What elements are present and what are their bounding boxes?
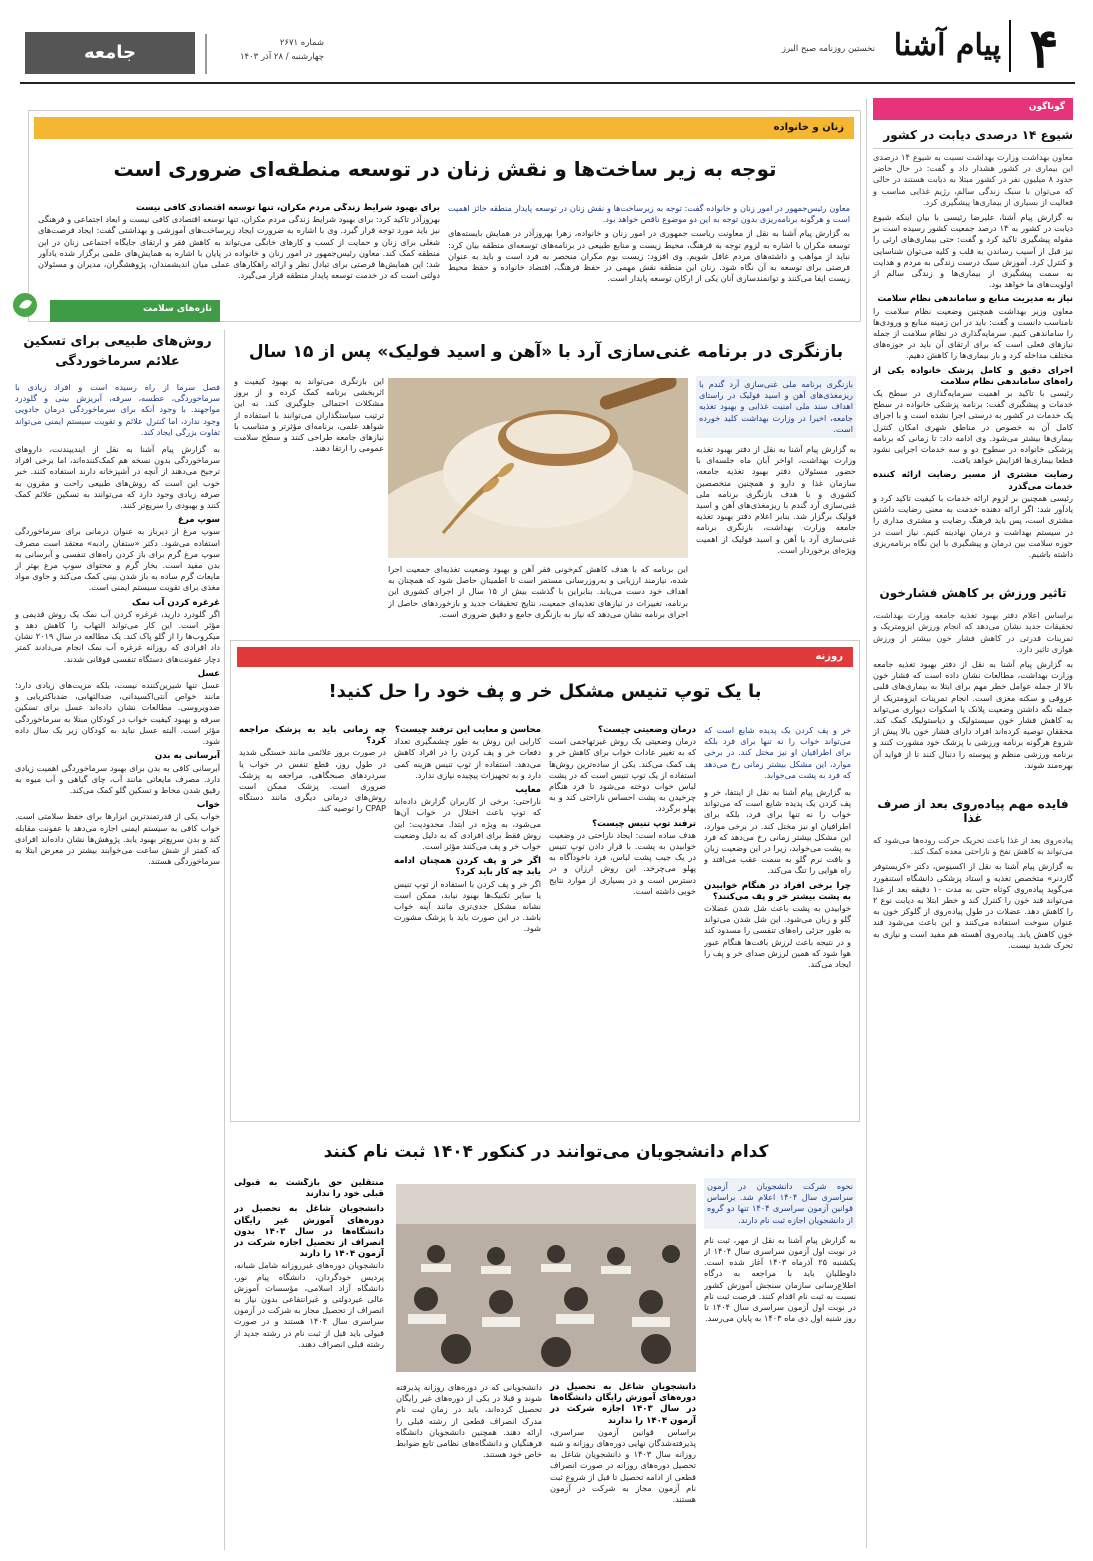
health-tag: تازه‌های سلامت [50,300,220,322]
health-leaf-icon [10,290,40,320]
health-item-text: سوپ مرغ از دیرباز به عنوان درمانی برای سرماخوردگی استفاده می‌شود. دکتر «ستفان رادبه» معتقد است مصرف سوپ مرغ گرم برای باز کردن راه‌های تنفسی و آبرسانی به بدن مفید است. بخار گرم و محتوای سوپ مرغ بهتر از مایعات گرم ساده به باز شدن بینی کمک می‌کند و حاوی مواد مغذی برای تقویت سیستم ایمنی است. [15,526,220,593]
women-family-headline: توجه به زیر ساخت‌ها و نقش زنان در توسعه منطقه‌ای ضروری است [113,157,777,181]
flour-body: به گزارش پیام آشنا به نقل از دفتر بهبود تغذیه وزارت بهداشت، اواخر آبان ماه جلسه‌ای با حضور مسئولان دفتر بهبود تغذیه جامعه، سازمان غذا و دارو و همچنین متخصصین کشوری و با هدف بازنگری برنامه ملی غنی‌سازی آرد گندم با ریزمغذی‌های آهن و اسید فولیک برگزار شد. بنابر اعلام دفتر بهبود تغذیه جامعه وزارت بهداشت، بازنگری برنامه غنی‌سازی آرد با آهن و اسید فولیک از اهمیت ویژه‌ای برخوردار است. [696,444,856,555]
story1-lead: معاون بهداشت وزارت بهداشت نسبت به شیوع ۱۴ درصدی این بیماری در کشور هشدار داد و گفت: در حال حاضر حدود ۸ میلیون نفر در کشور مبتلا به دیابت هستند در حالی که می‌توان با سبک زندگی سالم، رژیم غذایی مناسب و فعالیت از بسیاری از بیماری‌ها پیشگیری کرد. [873,148,1073,208]
tennis-sub1: چرا برخی افراد در هنگام خوابیدن به پشت بیشتر خر و پف می‌کنند؟ [704,880,851,902]
health-item-title: غرغره کردن آب نمک [132,597,220,608]
health-item-title: سوپ مرغ [177,515,220,526]
health-item-title: خواب [196,800,220,811]
konkur-sub2: دانشجویان شاغل به تحصیل در دوره‌های آموزش غیر رایگان دانشگاه‌ها در سال ۱۴۰۳ بدون انصراف از تحصیل اجازه شرکت در آزمون ۱۴۰۴ را دارند [234,1204,384,1260]
tagline: نخستین روزنامه صبح البرز [781,44,875,54]
story2-lead: براساس اعلام دفتر بهبود تغذیه جامعه وزارت بهداشت، تحقیقات جدید نشان می‌دهد که انجام ورزش ایزومتریک و تمرینات قدرتی در کاهش فشار خون بیشتر از ورزش هوازی تاثیر دارد. [873,610,1073,654]
tennis-tag-bar [237,647,853,667]
tennis-sub6-body: اگر خر و پف کردن با استفاده از توپ تنیس یا سایر تکنیک‌ها بهبود نیابد، ممکن است نشانه مشکل جدی‌تری مانند آپنه خواب باشد. در این صورت باید با پزشک مشورت شود. [394,878,541,934]
tennis-tag: روزنه [815,651,843,662]
logo-text: پیام آشنا [893,28,1001,63]
issue-number: شماره ۲۶۷۱ [279,38,324,48]
tennis-sub2: درمان وضعیتی چیست؟ [598,725,696,735]
section-title-box [25,32,195,74]
tennis-headline: با یک توپ تنیس مشکل خر و پف خود را حل کنید! [328,681,762,702]
tennis-sub4: محاسن و معایب این ترفند چیست؟ [394,725,541,735]
flour-article [230,336,860,626]
health-item-text: عسل تنها شیرین‌کننده نیست، بلکه مزیت‌های زیادی دارد؛ مانند خواص آنتی‌اکسیدانی، ضدالتهابی، ضدباکتریایی و ضدویروسی. مطالعات نشان داده‌اند عسل برای تسکین سرفه و بهبود کیفیت خواب در کودکان مبتلا به سرماخوردگی مؤثر است. البته عسل نباید به کودکان زیر یک سال داده شود. [15,680,220,747]
konkur-sub1: دانشجویان شاغل به تحصیل در دوره‌های آموزش رایگان دانشگاه‌ها در سال ۱۴۰۳ اجازه شرکت در آزمون ۱۴۰۴ را ندارند [550,1382,696,1426]
flour-body2: این برنامه که با هدف کاهش کم‌خونی فقر آهن و بهبود وضعیت تغذیه‌ای جمعیت اجرا شده، نیازمند ارزیابی و به‌روزرسانی مستمر است تا اطمینان حاصل شود که همچنان به اهداف خود دست می‌یابد. بنابراین با گذشت بیش از ۱۵ سال از اجرای کشوری این برنامه، تغییرات در نیازهای تغذیه‌ای جمعیت، نتایج تحقیقات جدید و بازخوردهای حاصل از اجرای برنامه نشان می‌دهد که نیاز به بازنگری جامع و دقیق ضروری است. [388,564,688,619]
page-number: ۴ [1029,16,1059,80]
health-divider [224,330,225,1550]
tennis-sub3-body: هدف ساده است: ایجاد ناراحتی در وضعیت خوابیدن به پشت. با قرار دادن توپ تنیس در یک جیب پشت لباس، فرد ناخودآگاه به پهلو می‌چرخد. این روش ارزان و در دسترس است و در بسیاری از موارد نتایج خوبی داشته است. [549,829,696,896]
tennis-sub1-body: خوابیدن به پشت باعث شل شدن عضلات گلو و زبان می‌شود. این شل شدن می‌تواند به طور جزئی راه‌های تنفسی را مسدود کند و در نتیجه باعث لرزش بافت‌ها هنگام عبور هوا شود که همین لرزش صدای خر و پف را ایجاد می‌کند. [704,903,851,970]
tennis-sub2-body: درمان وضعیتی یک روش غیرتهاجمی است که به تغییر عادات خواب برای کاهش خر و پف کمک می‌کند. یکی از ساده‌ترین روش‌ها استفاده از یک توپ تنیس است که در پشت لباس خواب دوخته می‌شود تا فرد هنگام چرخیدن به پشت احساس ناراحتی کند و به پهلو برگردد. [549,736,696,814]
sidebar-column [873,98,1073,1548]
tennis-sub5: معایب [515,785,541,796]
konkur-article [230,1138,860,1548]
konkur-body: به گزارش پیام آشنا به نقل از مهر، ثبت نام در نوبت اول آزمون سراسری سال ۱۴۰۴ از یکشنبه ۲۵ آذرماه ۱۴۰۳ آغاز شده است. داوطلبان باید با مراجعه به درگاه اطلاع‌رسانی سازمان سنجش آموزش کشور نسبت به ثبت نام اقدام کنند. فرصت ثبت نام در نوبت اول آزمون سراسری سال ۱۴۰۴ تا روز شنبه اول دی ماه ۱۴۰۳ به پایان می‌رسد. [704,1234,856,1324]
story1-body: به گزارش پیام آشنا، علیرضا رئیسی با بیان اینکه شیوع دیابت در کشور به ۱۴ درصد جمعیت کشور رسیده است بر مقوله پیشگیری تاکید کرد و گفت: حتی بیماری‌های ارثی را نیز قبل از آسیب رساندن به قلب و کلیه می‌توان شناسایی و کنترل کرد. آموزش سبک درست زندگی به مردم و هدایت به سمت پیشگیری از بیماری‌ها و زندگی سالم از اولویت‌های ما خواهد بود. [873,212,1073,290]
tennis-sub7-body: در صورت بروز علائمی مانند خستگی شدید در طول روز، قطع تنفس در خواب یا سردردهای صبحگاهی، مراجعه به پزشک ضروری است. پزشک ممکن است روش‌های درمانی دیگری مانند دستگاه CPAP را توصیه کند. [239,747,386,814]
flour-lead: بازنگری برنامه ملی غنی‌سازی آرد گندم با ریزمغذی‌های آهن و اسید فولیک در راستای اهداف سند ملی امنیت غذایی و بهبود تغذیه جامعه، اخیرا در وزارت بهداشت کلید خورده است. [696,376,856,438]
women-family-sub: برای بهبود شرایط زندگی مردم مکران، تنها توسعه اقتصادی کافی نیست [135,203,440,213]
konkur-sub1-body: براساس قوانین آزمون سراسری، پذیرفته‌شدگان نهایی دوره‌های روزانه و شبه روزانه سال ۱۴۰۳ و دانشجویان شاغل به تحصیل دوره‌های روزانه در صورت انصراف قطعی از ادامه تحصیل تا قبل از شروع ثبت نام آزمون مجاز به شرکت در آزمون هستند. [550,1426,696,1505]
story3-lead: پیاده‌روی بعد از غذا باعث تحریک حرکت روده‌ها می‌شود که می‌تواند به کاهش نفخ و ناراحتی معده کمک کند. [873,834,1073,857]
story3-headline: فایده مهم پیاده‌روی بعد از صرف غذا [877,796,1069,825]
story1-sub2: اجرای دقیق و کامل پزشک خانواده یکی از راه‌های ساماندهی نظام سلامت [873,365,1073,387]
women-family-body: به گزارش پیام آشنا به نقل از معاونت ریاست جمهوری در امور زنان و خانواده، زهرا بهروزآذر در همایش بایسته‌های توسعه مکران با اشاره به لزوم توجه به فرهنگ، محیط زیست و منابع طبیعی در برنامه‌های توسعه‌ای منطقه بیان کرد: نباید از مواهب و داشته‌های مردم غافل شویم. وی افزود: زیست بوم مکران منحصر به فرد است و باید به عنوان فرصتی برای توسعه به آن نگاه شود. زنان این منطقه نقش مهمی در حفظ فرهنگ، اقتصاد خانواده و حفظ محیط زیست ایفا می‌کنند و توانمندسازی آنان یکی از ارکان توسعه پایدار است. [448,228,850,284]
flour-headline: بازنگری در برنامه غنی‌سازی آرد با «آهن و اسید فولیک» پس از ۱۵ سال [248,342,844,362]
women-family-body2: بهروزآذر تاکید کرد: برای بهبود شرایط زندگی مردم مکران، تنها توسعه اقتصادی کافی نیست و ابعاد اجتماعی و فرهنگی نیز باید مورد توجه قرار گیرد. وی با اشاره به ضرورت ایجاد زیرساخت‌های آموزشی و بهداشتی گفت: ایجاد فرصت‌های شغلی برای زنان و حمایت از کسب و کارهای خانگی می‌تواند به کاهش فقر و ارتقای جایگاه اجتماعی زنان در این منطقه کمک کند. معاون رئیس‌جمهور در امور زنان و خانواده در پایان با اشاره به همایش‌های علمی برگزار شده یادآور شد: این همایش‌ها فرصتی برای تبادل نظر و ارائه راهکارهای عملی میان اندیشمندان، پژوهشگران، مدیران و مسئولان دولتی است که در خدمت توسعه پایدار منطقه قرار می‌گیرد. [38,214,440,281]
tennis-article [230,640,860,1122]
tennis-sub5-body: ناراحتی: برخی از کاربران گزارش داده‌اند که توپ باعث اختلال در خواب آن‌ها می‌شود، به ویژه در ابتدا. محدودیت: این روش فقط برای افرادی که به دلیل وضعیت خواب خر و پف می‌کنند مؤثر است. [394,796,541,852]
tennis-sub7: چه زمانی باید به پزشک مراجعه کرد؟ [239,725,386,747]
story3-body: به گزارش پیام آشنا به نقل از اکسیوس، دکتر «کریستوفر گاردنر» متخصص تغذیه و استاد پزشکی دانشگاه استنفورد می‌گوید پیاده‌روی کوتاه حتی به مدت ۱۰ دقیقه بعد از غذا می‌تواند قند خون را کنترل کند و خطر ابتلا به دیابت نوع ۲ را کاهش دهد. عضلات در طول پیاده‌روی از گلوکز خون به عنوان سوخت استفاده می‌کنند و این باعث می‌شود قند خون کاهش یابد. پیاده‌روی آهسته هم مفید است و نیازی به تحرک شدید نیست. [873,861,1073,950]
health-lead: فصل سرما از راه رسیده است و افراد زیادی با سرماخوردگی، عطسه، سرفه، آبریزش بینی و گلودرد مواجهند. با وجود آنکه برای سرماخوردگی درمان جادویی وجود ندارد، اما کنترل علائم و تقویت سیستم ایمنی می‌تواند تفاوت بزرگی ایجاد کند. [15,382,220,437]
women-family-tag: زنان و خانواده [773,122,844,133]
flour-body3: این بازنگری می‌تواند به بهبود کیفیت و اثربخشی برنامه کمک کرده و از بروز مشکلات احتمالی جلوگیری کند. به این ترتیب سیاستگذاران می‌توانند با استفاده از شواهد علمی، برنامه‌ای مؤثرتر و متناسب با نیازهای جامعه طراحی کنند و سطح سلامت عمومی را ارتقا دهند. [234,376,384,454]
konkur-headline: کدام دانشجویان می‌توانند در کنکور ۱۴۰۴ ثبت نام کنند [323,1142,769,1162]
story1-headline: شیوع ۱۴ درصدی دیابت در کشور [883,128,1073,142]
masthead [0,14,1093,80]
health-item-text: خواب یکی از قدرتمندترین ابزارها برای حفظ سلامتی است. خواب کافی به سیستم ایمنی اجازه می‌دهد با عفونت مقابله کند و بدن سریع‌تر بهبود یابد. پژوهش‌ها نشان داده‌اند افرادی که کمتر از شش ساعت می‌خوابند بیشتر در معرض ابتلا به سرماخوردگی هستند. [15,811,220,867]
konkur-lead: نحوه شرکت دانشجویان در آزمون سراسری سال ۱۴۰۴ اعلام شد. براساس قوانین آزمون سراسری ۱۴۰۴ تنها دو گروه از دانشجویان اجازه ثبت نام دارند. [704,1178,856,1229]
tennis-sub6: اگر خر و پف کردن همچنان ادامه یابد چه کار باید کرد؟ [394,856,541,878]
konkur-sub3-body: دانشجویانی که در دوره‌های روزانه پذیرفته شوند و قبلا در یکی از دوره‌های غیر رایگان تحصیل کرده‌اند، باید در زمان ثبت نام مدرک انصراف قطعی از رشته قبلی را ارائه دهند. همچنین دانشجویان دانشگاه فرهنگیان و دانشگاه‌های نظامی تابع ضوابط خاص خود هستند. [396,1382,542,1460]
story1-sub3-body: رئیسی همچنین بر لزوم ارائه خدمات با کیفیت تاکید کرد و یادآور شد: اگر ارائه دهنده خدمت به معنی رضایت داشتن مشتری است، پس باید فرهنگ رضایت و مشتری مداری را در سیستم بهداشت و درمان نهادینه کنیم. نیاز است در حوزه سلامت بین درمان و پیشگیری با این نگاه برنامه‌ریزی داشته باشیم. [873,492,1073,559]
story1-sub1: نیاز به مدیریت منابع و ساماندهی نظام سلامت [877,294,1073,305]
story1-sub1-body: معاون وزیر بهداشت همچنین وضعیت نظام سلامت را نامناسب دانست و گفت: باید در این زمینه منابع و ورودی‌ها را ساماندهی کنیم. سرمایه‌گذاری در نظام سلامت از جمله نیازهای فعلی است که برای ارتقای آن باید در حوزه‌های مختلف مداخله کرد و بار بیماری‌ها را کاهش دهیم. [873,305,1073,361]
story2-headline: تاثیر ورزش بر کاهش فشارخون [879,586,1067,601]
health-item-title: عسل [197,668,220,679]
issue-date: چهارشنبه / ۲۸ آذر ۱۴۰۳ [239,52,324,62]
health-item-text: آبرسانی کافی به بدن برای بهبود سرماخوردگی اهمیت زیادی دارد. مصرف مایعاتی مانند آب، چای گیاهی و آب میوه به رقیق شدن مخاط و تسکین گلو کمک می‌کند. [15,762,220,795]
tennis-sub3: ترفند توپ تنیس چیست؟ [592,818,696,829]
health-headline: روش‌های طبیعی برای تسکین علائم سرماخوردگی [23,334,212,369]
women-family-tag-bar [34,117,854,139]
tennis-body: به گزارش پیام آشنا به نقل از اینتفا، خر و پف کردن یک پدیده شایع است که می‌تواند خواب را نه تنها برای فرد، بلکه برای اطرافیان او نیز مختل کند. در برخی موارد، این مشکل بیشتر زمانی رخ می‌دهد که فرد به پشت می‌خوابد، زیرا در این وضعیت زبان و بافت نرم گلو به سمت عقب می‌افتد و راه هوایی را تنگ می‌کند. [704,787,851,876]
sidebar-tag: گوناگون [873,98,1073,120]
health-item-text: اگر گلودرد دارید، غرغره کردن آب نمک یک روش قدیمی و مؤثر است. این کار می‌تواند التهاب را کاهش دهد و میکروب‌ها را از گلو پاک کند. یک مطالعه در سال ۲۰۱۹ نشان داد افرادی که روزانه غرغره آب نمک انجام می‌دادند کمتر دچار عفونت‌های دستگاه تنفسی فوقانی شدند. [15,608,220,664]
tennis-lead: خر و پف کردن یک پدیده شایع است که می‌تواند خواب را نه تنها برای فرد بلکه برای اطرافیان او نیز مختل کند. در برخی موارد، این مشکل بیشتر زمانی رخ می‌دهد که فرد به پشت می‌خوابد. [704,725,851,780]
health-column [10,290,220,1550]
tennis-sub4-body: کارایی این روش به طور چشمگیری تعداد دفعات خر و پف کردن را در افراد کاهش می‌دهد. استفاده از توپ تنیس هزینه کمی دارد و به تجهیزات پیچیده نیازی ندارد. [394,736,541,780]
logo [881,24,1001,72]
konkur-image [396,1184,696,1372]
women-family-lead: معاون رئیس‌جمهور در امور زنان و خانواده گفت: توجه به زیرساخت‌ها و نقش زنان در توسعه پایدار منطقه حائز اهمیت است و هرگونه برنامه‌ریزی بدون توجه به این دو موضوع ناقص خواهد بود. [448,203,850,225]
health-body: به گزارش پیام آشنا به نقل از ایندیپندنت، داروهای سرماخوردگی بدون نسخه هم کمک‌کننده‌اند، اما برخی افراد ترجیح می‌دهند از آنچه در آشپزخانه دارند استفاده کنند. خبر خوب این است که روش‌های طبیعی راحت و مقرون به صرفه زیادی وجود دارد که می‌توانند به تسکین علائم کمک کنند و بهبودی را سریع‌تر کنند. [15,444,220,511]
story2-body: به گزارش پیام آشنا به نقل از دفتر بهبود تغذیه جامعه وزارت بهداشت، مطالعات نشان داده است که فشار خون بالا از جمله عوامل خطر مهم برای ابتلا به بیماری‌های قلبی عروقی و سکته مغزی است. انجام تمرینات ایزومتریک از جمله نگه داشتن وضعیت پلانک یا اسکوات دیواری می‌تواند به کاهش فشار خون سیستولیک و دیاستولیک کمک کند. محققان توصیه کرده‌اند افراد دارای فشار خون بالا پیش از شروع هرگونه برنامه ورزشی با پزشک خود مشورت کنند و برنامه ورزشی منظم و پیوسته را دنبال کنند تا از فواید آن بهره‌مند شوند. [873,658,1073,770]
flour-image [388,378,688,558]
section-title: جامعه [84,42,136,63]
sidebar-divider [866,98,867,1548]
konkur-sub2-body: دانشجویان دوره‌های غیرروزانه شامل شبانه، پردیس خودگردان، دانشگاه پیام نور، دانشگاه آزاد اسلامی، مؤسسات آموزش عالی غیردولتی و غیرانتفاعی بدون نیاز به انصراف از تحصیل مجاز به شرکت در آزمون سراسری سال ۱۴۰۴ هستند و در صورت قبولی باید قبل از ثبت نام در رشته جدید از رشته قبلی انصراف دهند. [234,1260,384,1349]
konkur-sub3: منتقلین حق بازگشت به قبولی قبلی خود را ندارند [234,1178,384,1200]
story1-sub2-body: رئیسی با تاکید بر اهمیت سرمایه‌گذاری در سطح یک خدمات و پیشگیری گفت: برنامه پزشکی خانواده در سطح یک خدمات در کشور به درستی اجرا نشده است و با اجرای کامل آن به خصوص در مناطق شهری امکان کنترل بیماری‌ها بیشتر می‌شود. وی ادامه داد: تا زمانی که برنامه پزشکی خانواده در سطوح دو و سه خدمات اجرایی نشود قطعا بیماری‌ها افزایش خواهد یافت. [873,388,1073,466]
story1-sub3: رضایت مشتری از مسیر رضایت ارائه کننده خدمات می‌گذرد [873,470,1073,492]
header-rule [20,82,1075,84]
health-item-title: آبرسانی به بدن [154,751,220,762]
